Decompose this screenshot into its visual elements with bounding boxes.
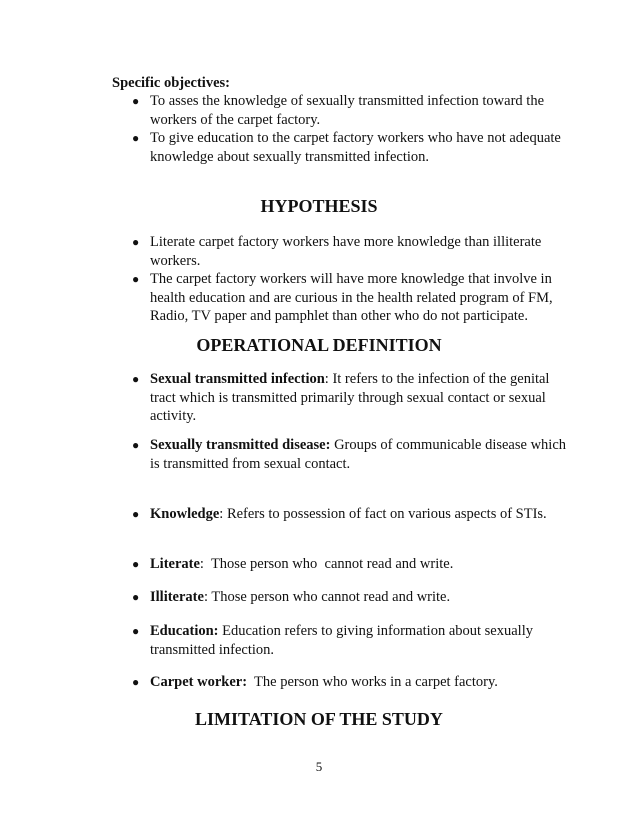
list-item: ● Education: Education refers to giving information about sexually transmitted infection.: [132, 623, 533, 658]
specific-objectives-section: [112, 74, 572, 166]
definition-item: [112, 436, 572, 473]
definition-item: [112, 505, 572, 524]
list-item: ● To give education to the carpet factory workers who have not adequate knowledge about sexually transmitted infection.: [132, 130, 561, 165]
definition-item: [112, 370, 572, 426]
hypothesis-heading: HYPOTHESIS: [260, 196, 378, 216]
list-item: ● Literate: Those person who cannot read and write.: [132, 556, 454, 572]
definition-item: [112, 555, 572, 574]
list-item: ● Carpet worker: The person who works in a carpet factory.: [132, 674, 498, 690]
limitation-heading: LIMITATION OF THE STUDY: [195, 709, 443, 729]
bullet-icon: ●: [132, 94, 140, 108]
bullet-icon: ●: [132, 235, 140, 249]
bullet-icon: ●: [132, 557, 140, 571]
specific-objectives-heading: Specific objectives:: [112, 75, 230, 91]
definition-item: [112, 622, 572, 659]
list-item: ● Illiterate: Those person who cannot read and write.: [132, 589, 451, 605]
list-item: ● Sexual transmitted infection: It refers to the infection of the genital tract which is transmitted primarily through sexual contact or sexual activity.: [132, 371, 550, 424]
list-item: ● Literate carpet factory workers have more knowledge than illiterate workers.: [132, 234, 542, 269]
list-item: ● Sexually transmitted disease: Groups of communicable disease which is transmitted from sexual contact.: [132, 437, 566, 472]
hypothesis-list: [112, 233, 572, 326]
bullet-icon: ●: [132, 624, 140, 638]
list-item: ● The carpet factory workers will have more knowledge that involve in health education and are curious in the health related program of FM, Radio, TV paper and pamphlet than other who do not participate.: [132, 271, 553, 324]
bullet-icon: ●: [132, 272, 140, 286]
bullet-icon: ●: [132, 131, 140, 145]
bullet-icon: ●: [132, 507, 140, 521]
bullet-icon: ●: [132, 372, 140, 386]
definition-item: [112, 588, 572, 607]
list-item: ● To asses the knowledge of sexually transmitted infection toward the workers of the carpet factory.: [132, 93, 545, 128]
list-item: ● Knowledge: Refers to possession of fact on various aspects of STIs.: [132, 506, 547, 522]
page-number: 5: [315, 759, 323, 774]
specific-objectives-list: [112, 92, 572, 166]
hypothesis-section: [112, 233, 572, 326]
bullet-icon: ●: [132, 590, 140, 604]
operational-definition-heading: OPERATIONAL DEFINITION: [196, 335, 442, 355]
bullet-icon: ●: [132, 675, 140, 689]
bullet-icon: ●: [132, 438, 140, 452]
definition-item: [112, 673, 572, 692]
